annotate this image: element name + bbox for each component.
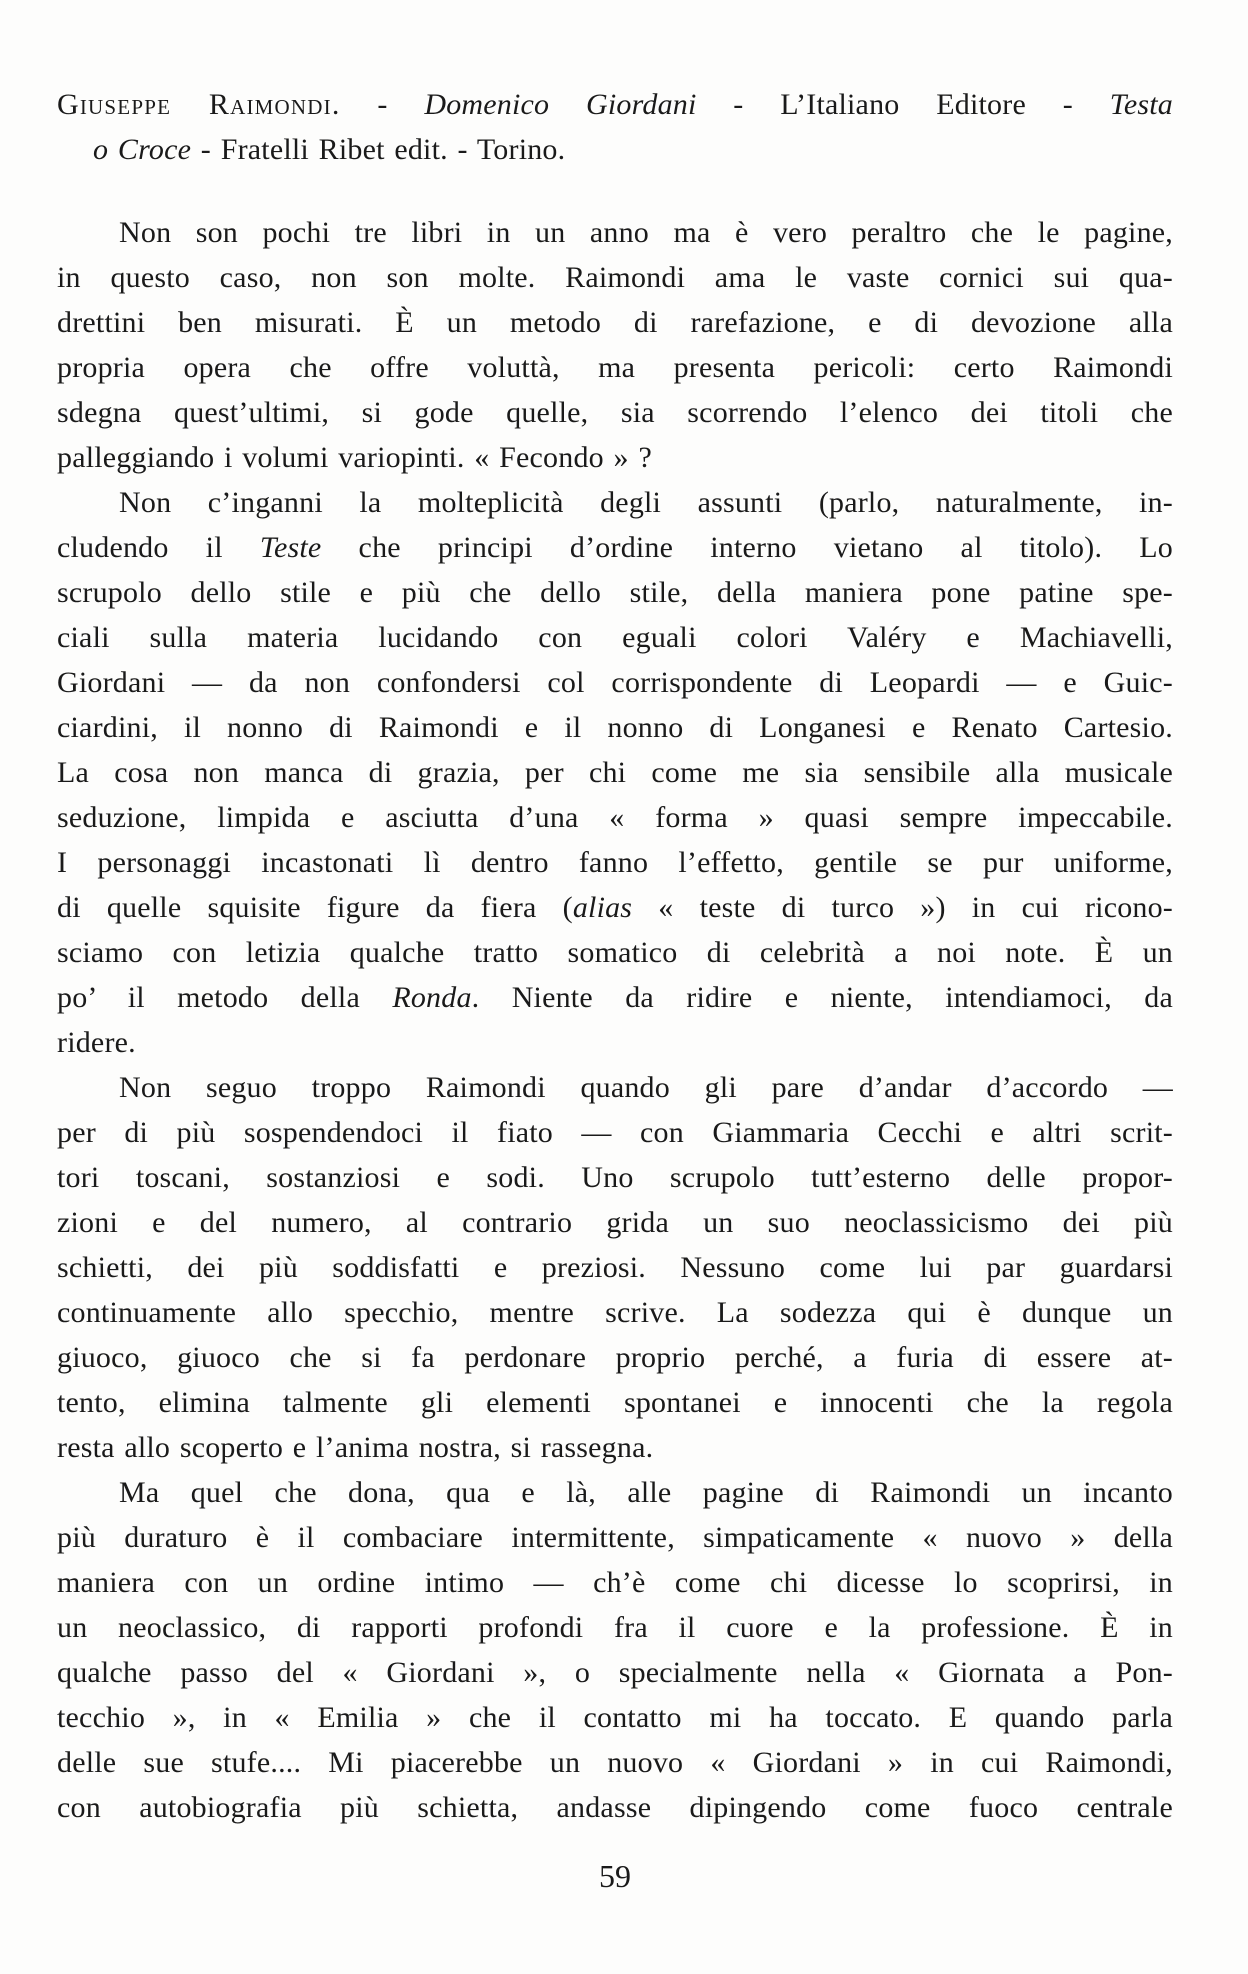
text-segment: Non c’inganni la molteplicità degli assunti (parlo, naturalmente, in- xyxy=(119,486,1173,519)
text-line xyxy=(57,1695,1173,1740)
text-line xyxy=(57,210,1173,255)
text-segment: giuoco, giuoco che si fa perdonare proprio perché, a furia di essere at- xyxy=(57,1341,1173,1374)
text-segment: - L’Italiano Editore - xyxy=(696,88,1110,121)
text-line xyxy=(57,975,1173,1020)
text-line xyxy=(57,1785,1173,1830)
text-line xyxy=(57,525,1173,570)
text-line xyxy=(57,1470,1173,1515)
text-line xyxy=(57,1155,1173,1200)
text-segment: ridere. xyxy=(57,1026,136,1059)
text-line xyxy=(57,750,1173,795)
text-line xyxy=(57,1380,1173,1425)
text-segment: tento, elimina talmente gli elementi spontanei e innocenti che la regola xyxy=(57,1386,1173,1419)
text-segment: palleggiando i volumi variopinti. « Fecondo » ? xyxy=(57,441,652,474)
text-segment: un neoclassico, di rapporti profondi fra il cuore e la professione. È in xyxy=(57,1611,1173,1644)
text-segment: ciali sulla materia lucidando con eguali colori Valéry e Machiavelli, xyxy=(57,621,1173,654)
text-segment: alias xyxy=(572,891,633,924)
text-block xyxy=(57,82,1173,1830)
text-segment: Domenico Giordani xyxy=(424,88,697,121)
text-segment: - xyxy=(340,88,425,121)
text-segment: « teste di turco ») in cui ricono- xyxy=(632,891,1173,924)
paragraph xyxy=(57,1470,1173,1830)
text-segment: ciardini, il nonno di Raimondi e il nonno di Longanesi e Renato Cartesio. xyxy=(57,711,1173,744)
text-segment: seduzione, limpida e asciutta d’una « forma » quasi sempre impeccabile. xyxy=(57,801,1173,834)
text-segment: continuamente allo specchio, mentre scrive. La sodezza qui è dunque un xyxy=(57,1296,1173,1329)
text-segment: po’ il metodo della xyxy=(57,981,393,1014)
text-segment: resta allo scoperto e l’anima nostra, si rassegna. xyxy=(57,1431,654,1464)
text-segment: più duraturo è il combaciare intermittente, simpaticamente « nuovo » della xyxy=(57,1521,1173,1554)
text-line xyxy=(57,300,1173,345)
text-segment: Ronda xyxy=(392,981,472,1014)
text-line xyxy=(57,660,1173,705)
text-segment: sdegna quest’ultimi, si gode quelle, sia scorrendo l’elenco dei titoli che xyxy=(57,396,1173,429)
text-segment: Non son pochi tre libri in un anno ma è vero peraltro che le pagine, xyxy=(119,216,1173,249)
text-line xyxy=(57,1245,1173,1290)
text-segment: qualche passo del « Giordani », o specialmente nella « Giornata a Pon- xyxy=(57,1656,1173,1689)
text-segment: Teste xyxy=(259,531,322,564)
text-segment: per di più sospendendoci il fiato — con Giammaria Cecchi e altri scrit- xyxy=(57,1116,1173,1149)
text-segment: sciamo con letizia qualche tratto somatico di celebrità a noi note. È un xyxy=(57,936,1173,969)
text-line xyxy=(57,435,1173,480)
text-segment: che principi d’ordine interno vietano al titolo). Lo xyxy=(321,531,1173,564)
text-line xyxy=(57,1605,1173,1650)
text-segment: maniera con un ordine intimo — ch’è come chi dicesse lo scoprirsi, in xyxy=(57,1566,1173,1599)
text-segment: La cosa non manca di grazia, per chi come me sia sensibile alla musicale xyxy=(57,756,1173,789)
author-name: Giuseppe Raimondi. xyxy=(57,88,341,121)
text-line xyxy=(57,1065,1173,1110)
text-line xyxy=(57,345,1173,390)
text-line xyxy=(57,885,1173,930)
text-segment: tori toscani, sostanziosi e sodi. Uno scrupolo tutt’esterno delle propor- xyxy=(57,1161,1173,1194)
text-segment: I personaggi incastonati lì dentro fanno l’effetto, gentile se pur uniforme, xyxy=(57,846,1173,879)
text-line xyxy=(57,1110,1173,1155)
text-line xyxy=(57,795,1173,840)
text-line xyxy=(57,570,1173,615)
text-line xyxy=(57,1560,1173,1605)
text-line xyxy=(57,1200,1173,1245)
text-line xyxy=(57,480,1173,525)
text-line xyxy=(57,1515,1173,1560)
text-line xyxy=(57,1290,1173,1335)
text-segment: zioni e del numero, al contrario grida un suo neoclassicismo dei più xyxy=(57,1206,1173,1239)
page-number: 59 xyxy=(599,1858,631,1894)
text-segment: . Niente da ridire e niente, intendiamoci, da xyxy=(471,981,1173,1014)
text-segment: propria opera che offre voluttà, ma presenta pericoli: certo Raimondi xyxy=(57,351,1173,384)
text-line xyxy=(57,930,1173,975)
text-segment: Giordani — da non confondersi col corrispondente di Leopardi — e Guic- xyxy=(57,666,1173,699)
text-segment: di quelle squisite figure da fiera ( xyxy=(57,891,573,924)
text-segment: in questo caso, non son molte. Raimondi ama le vaste cornici sui qua- xyxy=(57,261,1173,294)
text-segment: drettini ben misurati. È un metodo di rarefazione, e di devozione alla xyxy=(57,306,1173,339)
text-segment: con autobiografia più schietta, andasse dipingendo come fuoco centrale xyxy=(57,1791,1173,1824)
text-segment: tecchio », in « Emilia » che il contatto mi ha toccato. E quando parla xyxy=(57,1701,1173,1734)
text-segment: cludendo il xyxy=(57,531,260,564)
text-segment: Testa xyxy=(1109,88,1174,121)
text-line xyxy=(57,390,1173,435)
text-line xyxy=(57,127,1173,172)
text-line xyxy=(57,1335,1173,1380)
text-line xyxy=(57,840,1173,885)
text-segment: Non seguo troppo Raimondi quando gli pare d’andar d’accordo — xyxy=(119,1071,1173,1104)
paragraph xyxy=(57,210,1173,480)
text-line xyxy=(57,705,1173,750)
text-line xyxy=(57,1740,1173,1785)
text-segment: Ma quel che dona, qua e là, alle pagine di Raimondi un incanto xyxy=(119,1476,1173,1509)
text-line xyxy=(57,1425,1173,1470)
text-segment: schietti, dei più soddisfatti e preziosi. Nessuno come lui par guardarsi xyxy=(57,1251,1173,1284)
text-line xyxy=(57,615,1173,660)
entry-heading xyxy=(57,82,1173,172)
text-line xyxy=(57,82,1173,127)
text-segment: delle sue stufe.... Mi piacerebbe un nuovo « Giordani » in cui Raimondi, xyxy=(57,1746,1173,1779)
text-line xyxy=(57,255,1173,300)
text-line xyxy=(57,1650,1173,1695)
text-segment: scrupolo dello stile e più che dello stile, della maniera pone patine spe- xyxy=(57,576,1173,609)
text-segment: - Fratelli Ribet edit. - Torino. xyxy=(191,133,566,166)
paragraph xyxy=(57,1065,1173,1470)
text-segment: o Croce xyxy=(93,133,192,166)
text-line xyxy=(57,1020,1173,1065)
paragraph xyxy=(57,480,1173,1065)
